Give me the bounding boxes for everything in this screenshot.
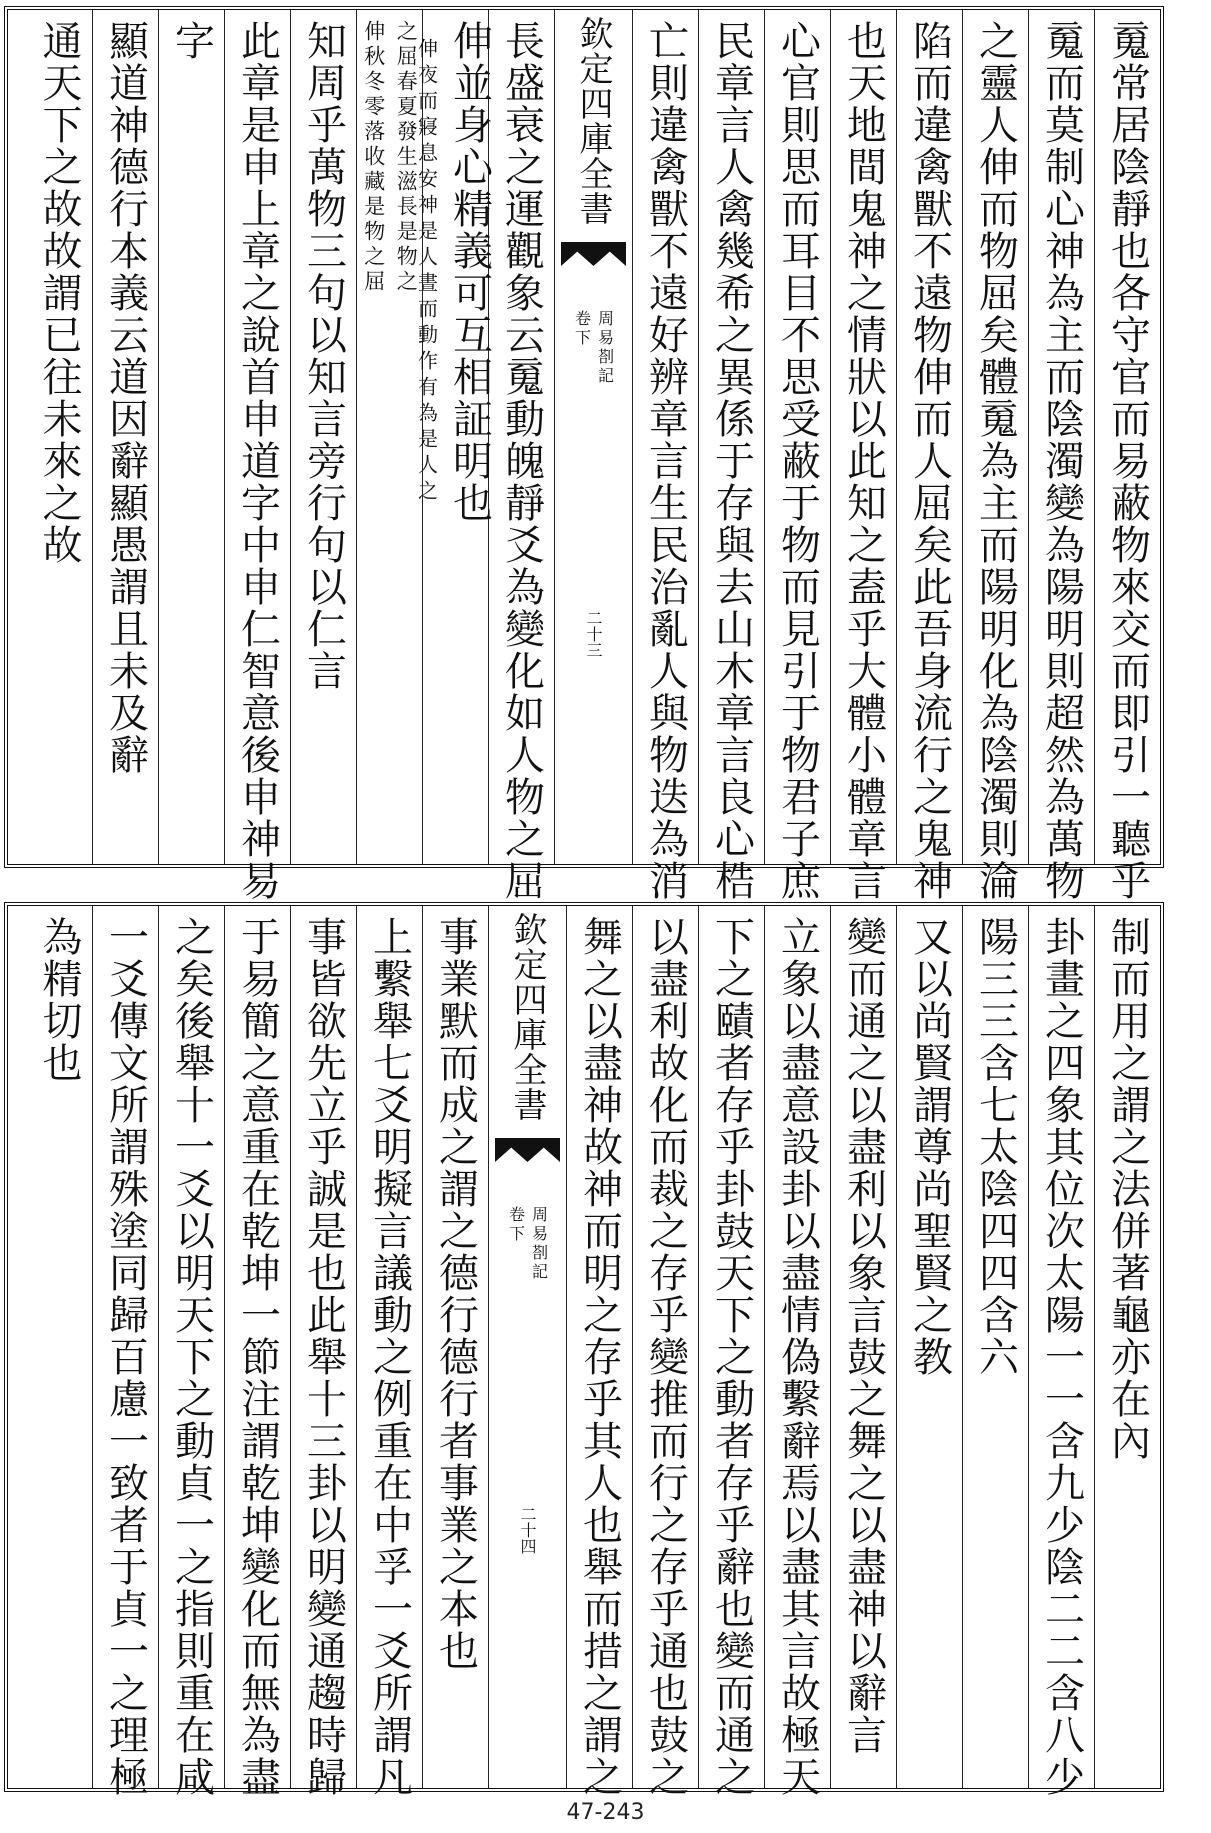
center-subtitle [505, 1206, 551, 1282]
center-title: 欽定四庫全書 [573, 16, 613, 226]
note-right: 之屈春夏發生滋長是物之 [394, 20, 419, 295]
center-book-title: 周易剳記 [529, 1206, 549, 1282]
text-column [632, 10, 698, 902]
note-right: 晝而動作有為是人之 [414, 272, 439, 506]
center-subtitle [571, 310, 617, 386]
note-left: 伸夜而寢息安神是人 [414, 38, 439, 272]
text-column [26, 906, 92, 1788]
text-column [1094, 10, 1160, 902]
column-text: 為精切也 [36, 916, 82, 1084]
column-text: 卦畫之四象其位次太陽一一含九少陰二二含八少 [1038, 916, 1085, 1798]
text-column [1028, 906, 1094, 1798]
text-column-with-notes [414, 10, 493, 864]
center-volume: 卷下 [572, 310, 592, 348]
text-column [290, 906, 356, 1798]
text-column [632, 906, 698, 1798]
text-column [92, 10, 158, 864]
page-footer-number: 47-243 [566, 1800, 645, 1825]
column-text: 伸並身心精義可互相証明也 [446, 20, 493, 524]
center-title: 欽定四庫全書 [507, 912, 547, 1122]
column-text: 字 [168, 20, 215, 62]
column-text: 此章是申上章之說首申道字中申仁智意後申神易 [234, 20, 281, 902]
column-text: 亡則違禽獸不遠好辨章言生民治亂人與物迭為消 [642, 20, 689, 902]
column-text: 顯道神德行本義云道因辭顯愚謂且未及辭 [102, 20, 149, 776]
column-text: 下之賾者存乎卦鼓天下之動者存乎辭也變而通之 [708, 916, 755, 1798]
text-column [1028, 10, 1094, 902]
column-text: 之靈人伸而物屈矣體䰟為主而陽明化為陰濁則淪 [972, 20, 1019, 902]
center-fold-column [488, 906, 566, 1788]
column-text: 制而用之謂之法併著龜亦在內 [1104, 916, 1151, 1462]
column-text: 變而通之以盡利以象言鼓之舞之以盡神以辭言 [840, 916, 887, 1756]
text-column [224, 10, 290, 902]
folio-number: 二十四 [518, 1506, 537, 1554]
column-text: 民章言人禽幾希之異係于存與去山木章言良心梏 [708, 20, 755, 902]
column-text: 一爻傳文所謂殊塗同歸百慮一致者于貞一之理極 [102, 916, 149, 1798]
column-text: 事皆欲先立乎誠是也此舉十三卦以明變通趨時歸 [300, 916, 347, 1798]
text-column [962, 906, 1028, 1788]
column-text: 陽三三含七太陰四四含六 [972, 916, 1019, 1378]
text-column [158, 10, 224, 864]
bottom-page [4, 902, 1164, 1798]
text-column [290, 10, 356, 864]
text-column [830, 906, 896, 1788]
fishtail-mark-icon [561, 242, 626, 266]
folio-number: 二十三 [584, 610, 603, 658]
column-text: 知周乎萬物三句以知言旁行句以仁言 [300, 20, 347, 692]
text-column [962, 10, 1028, 902]
text-column [896, 10, 962, 902]
text-column [158, 906, 224, 1798]
text-column [356, 906, 422, 1798]
column-text: 事業默而成之謂之德行德行者事業之本也 [432, 916, 479, 1672]
column-text: 也天地間鬼神之情狀以此知之盍乎大體小體章言 [840, 20, 887, 902]
text-column [224, 906, 290, 1798]
column-text: 上繫舉七爻明擬言議動之例重在中孚一爻所謂凡 [366, 916, 413, 1798]
column-text: 䰟常居陰靜也各守官而易蔽物來交而即引一聽乎 [1104, 20, 1151, 902]
text-column [698, 906, 764, 1798]
center-volume: 卷下 [506, 1206, 526, 1244]
text-column [422, 906, 488, 1788]
text-column [764, 10, 830, 902]
column-text: 以盡利故化而裁之存乎變推而行之存乎通也鼓之 [642, 916, 689, 1798]
text-column [896, 906, 962, 1788]
text-column [566, 906, 632, 1798]
column-text: 長盛衰之運觀象云䰟動魄靜爻為變化如人物之屈 [498, 20, 545, 902]
text-column [830, 10, 896, 902]
text-column [26, 10, 92, 864]
column-text: 通天下之故故謂已往未來之故 [36, 20, 82, 566]
text-column [764, 906, 830, 1798]
column-text: 陷而違禽獸不遠物伸而人屈矣此吾身流行之鬼神 [906, 20, 953, 902]
note-left: 伸秋冬零落收藏是物之屈 [361, 20, 386, 295]
center-fold-column [554, 10, 632, 864]
column-text: 之矣後舉十一爻以明天下之動貞一之指則重在咸 [168, 916, 215, 1798]
note-column [356, 10, 422, 864]
top-page [4, 6, 1164, 902]
center-book-title: 周易剳記 [595, 310, 615, 386]
column-text: 心官則思而耳目不思受蔽于物而見引于物君子庶 [774, 20, 821, 902]
text-column [698, 10, 764, 902]
column-text: 于易簡之意重在乾坤一節注謂乾坤變化而無為盡 [234, 916, 281, 1798]
text-column [92, 906, 158, 1798]
text-column [1094, 906, 1160, 1788]
column-text: 䰟而莫制心神為主而陰濁變為陽明則超然為萬物 [1038, 20, 1085, 902]
column-text: 立象以盡意設卦以盡情偽繫辭焉以盡其言故極天 [774, 916, 821, 1798]
column-text: 又以尚賢謂尊尚聖賢之教 [906, 916, 953, 1378]
column-text: 舞之以盡神故神而明之存乎其人也舉而措之謂之 [576, 916, 623, 1798]
fishtail-mark-icon [495, 1138, 560, 1162]
